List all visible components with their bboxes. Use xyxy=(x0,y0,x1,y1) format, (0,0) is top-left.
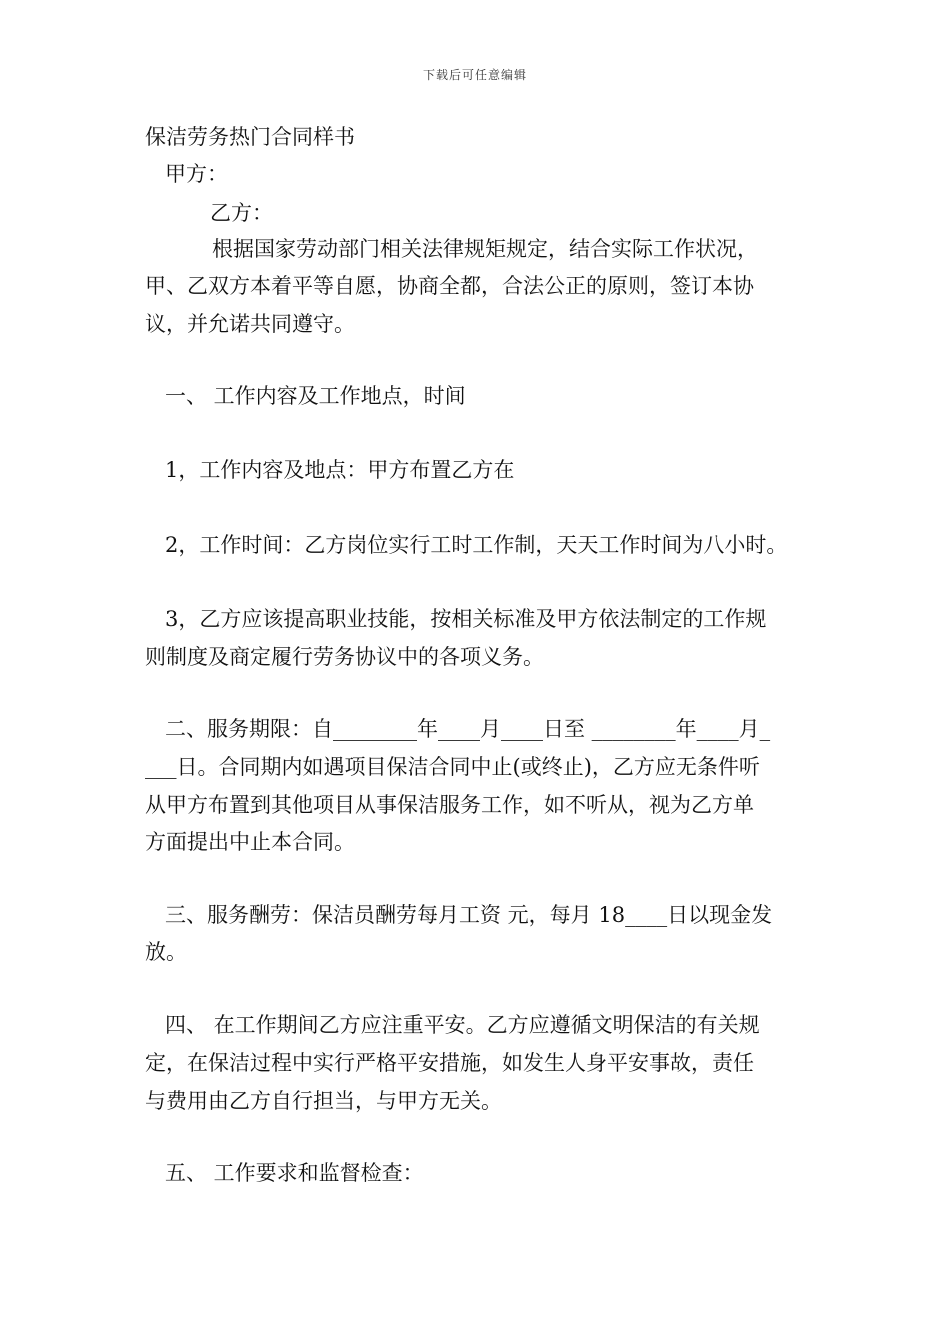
section-1-item-1: 1，工作内容及地点：甲方布置乙方在 xyxy=(165,458,515,482)
section-2-line-2: ___日。合同期内如遇项目保洁合同中止(或终止)，乙方应无条件听 xyxy=(145,755,760,779)
section-5-heading: 五、 工作要求和监督检查： xyxy=(165,1161,424,1185)
section-2-line-1: 二、服务期限：自________年____月____日至 ________年____月_ xyxy=(165,717,771,741)
section-4-line-3: 与费用由乙方自行担当，与甲方无关。 xyxy=(145,1089,502,1113)
section-2-line-4: 方面提出中止本合同。 xyxy=(145,830,355,854)
intro-line-3: 议，并允诺共同遵守。 xyxy=(145,312,355,336)
section-3-line-2: 放。 xyxy=(145,940,187,964)
section-3-line-1: 三、服务酬劳：保洁员酬劳每月工资 元，每月 18____日以现金发 xyxy=(165,903,773,927)
party-b-label: 乙方： xyxy=(210,201,273,225)
document-title: 保洁劳务热门合同样书 xyxy=(145,125,355,149)
intro-line-2: 甲、乙双方本着平等自愿，协商全都，合法公正的原则，签订本协 xyxy=(145,274,754,298)
section-1-item-2: 2，工作时间：乙方岗位实行工时工作制，天天工作时间为八小时。 xyxy=(165,533,788,557)
section-4-line-1: 四、 在工作期间乙方应注重平安。乙方应遵循文明保洁的有关规 xyxy=(165,1013,760,1037)
party-a-label: 甲方： xyxy=(165,162,228,186)
intro-line-1: 根据国家劳动部门相关法律规矩规定，结合实际工作状况， xyxy=(212,237,758,261)
section-2-line-3: 从甲方布置到其他项目从事保洁服务工作，如不听从，视为乙方单 xyxy=(145,793,754,817)
section-1-item-3-line-2: 则制度及商定履行劳务协议中的各项义务。 xyxy=(145,645,544,669)
section-4-line-2: 定，在保洁过程中实行严格平安措施，如发生人身平安事故，责任 xyxy=(145,1051,754,1075)
section-1-item-3-line-1: 3，乙方应该提高职业技能，按相关标准及甲方依法制定的工作规 xyxy=(165,607,767,631)
section-1-heading: 一、 工作内容及工作地点，时间 xyxy=(165,384,466,408)
page-header: 下载后可任意编辑 xyxy=(422,68,527,82)
